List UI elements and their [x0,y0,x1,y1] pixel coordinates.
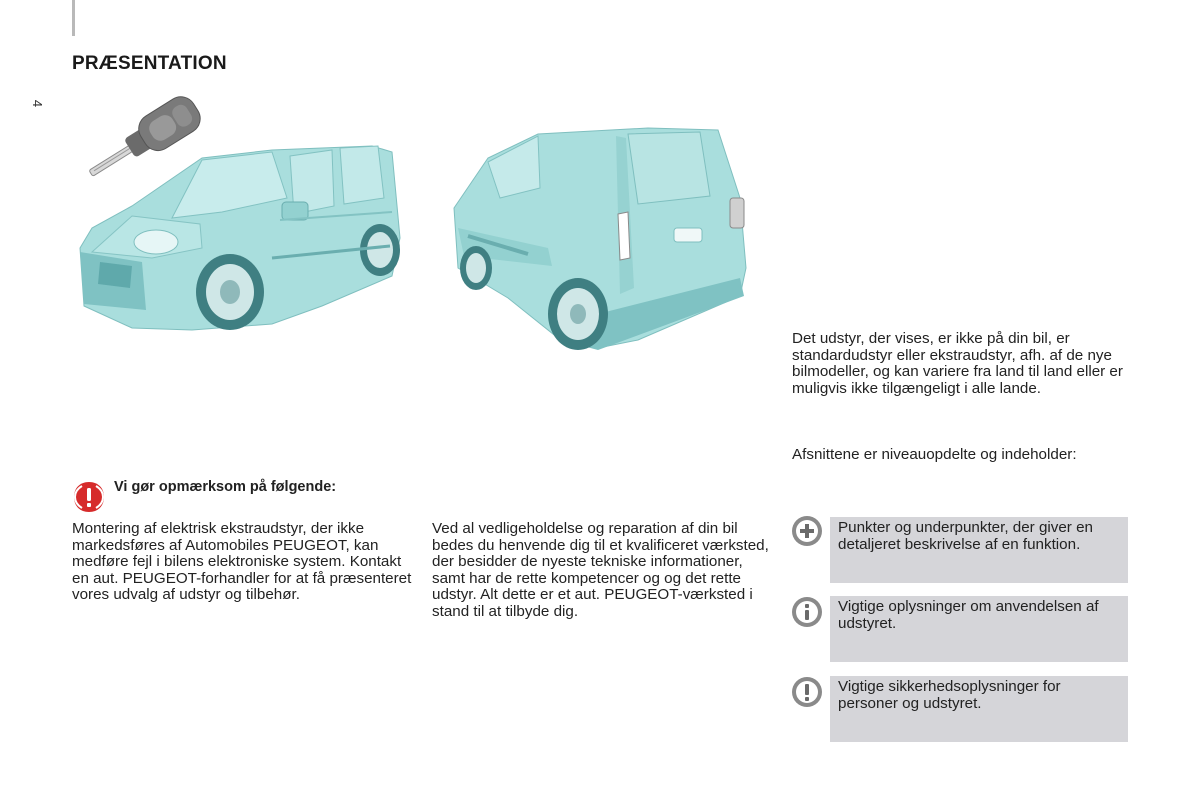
legend-text-safety: Vigtige sikkerhedsoplysninger for personer og udstyret. [838,678,1061,712]
levels-intro: Afsnittene er niveauopdelte og indeholder: [792,446,1077,463]
legend-text-info: Vigtige oplysninger om anvendelsen af udstyret. [838,598,1099,632]
info-icon [791,596,823,628]
legend-item-info [830,596,1128,662]
van-front-illustration [72,128,422,348]
plus-icon [791,515,823,547]
warning-notice-header [72,478,372,518]
legend-text-details: Punkter og underpunkter, der giver en detaljeret beskrivelse af en funktion. [838,519,1093,553]
legend-item-details [830,517,1128,583]
margin-rule [72,0,75,36]
page-title: PRÆSENTATION [72,53,227,74]
legend-item-safety [830,676,1128,742]
van-rear-illustration [448,118,758,363]
warning-heading: Vi gør opmærksom på følgende: [114,479,337,495]
warning-text: Montering af elektrisk ekstraudstyr, der ikke markedsføres af Automobiles PEUGEOT, kan medføre fejl i bilens elektroniske system. Kontakt en aut. PEUGEOT-forhandler for at få præsenteret vores udvalg af udstyr og tilbehør. [72,520,412,604]
warning-icon [791,676,823,708]
exclamation-icon [72,480,106,514]
equipment-note: Det udstyr, der vises, er ikke på din bil, er standardudstyr eller ekstraudstyr, afh. af de nye bilmodeller, og kan variere fra land til land eller er muligvis ikke tilgængeligt i alle lande. [792,330,1123,397]
maintenance-text: Ved al vedligeholdelse og reparation af din bil bedes du henvende dig til et kvalificeret værksted, der besidder de nyeste tekniske informationer, samt har de rette kompetencer og og det rette udstyr. Alt dette er et aut. PEUGEOT-værksted i stand til at tilbyde dig. [432,520,769,620]
page-number: 4 [30,99,46,108]
